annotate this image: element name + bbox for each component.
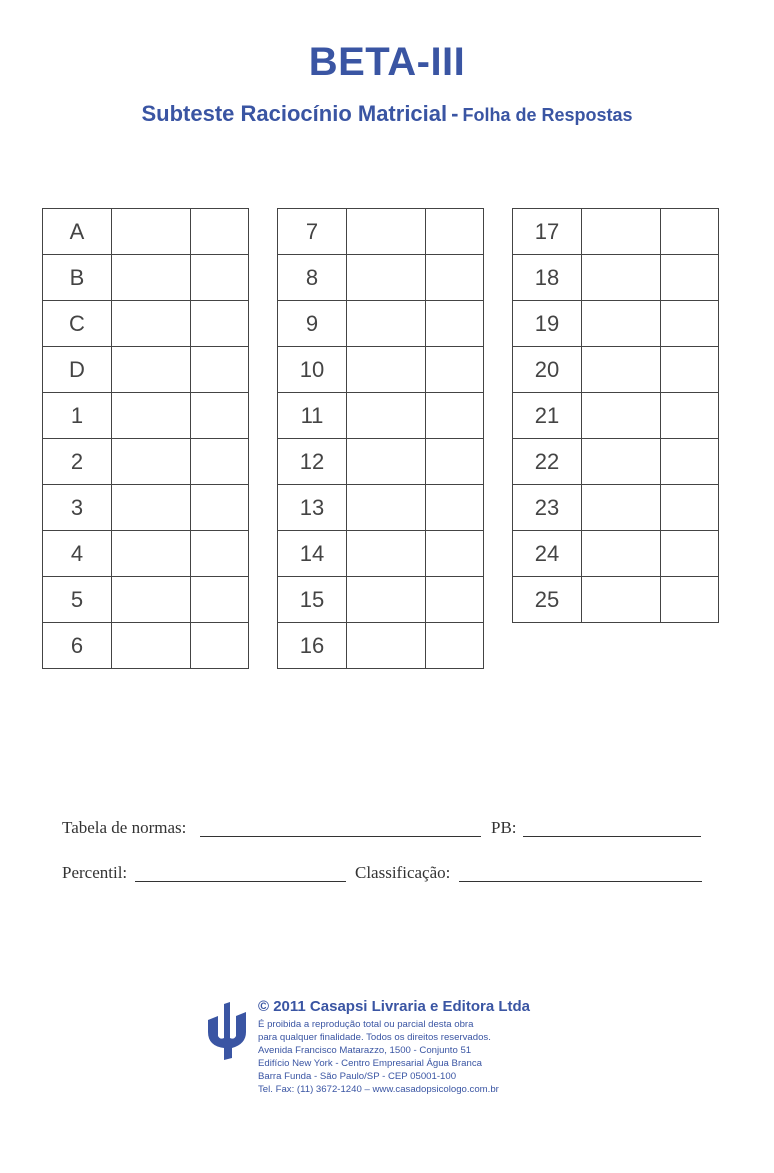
score-cell[interactable] [426,623,484,669]
answer-cell[interactable] [347,209,426,255]
answer-cell[interactable] [112,439,191,485]
pb-label: PB: [491,818,517,837]
item-label: 16 [278,623,347,669]
answer-cell[interactable] [582,531,661,577]
item-label: 14 [278,531,347,577]
answer-cell[interactable] [582,393,661,439]
item-label: 2 [43,439,112,485]
answer-row [513,485,719,531]
answer-cell[interactable] [112,577,191,623]
item-label: 7 [278,209,347,255]
item-label: 8 [278,255,347,301]
score-cell[interactable] [661,347,719,393]
score-cell[interactable] [426,255,484,301]
norm-table-field[interactable] [200,836,481,837]
item-label: D [43,347,112,393]
answer-cell[interactable] [347,301,426,347]
subtitle-main: Subteste Raciocínio Matricial [141,101,448,126]
answer-row [43,485,249,531]
answer-row [513,393,719,439]
item-label: 17 [513,209,582,255]
score-cell[interactable] [426,577,484,623]
answer-grid-column-3 [512,208,719,623]
item-label: 22 [513,439,582,485]
footer-line: Avenida Francisco Matarazzo, 1500 - Conjunto 51 [258,1045,472,1056]
score-cell[interactable] [191,209,249,255]
item-label: 5 [43,577,112,623]
score-cell[interactable] [191,347,249,393]
score-cell[interactable] [661,577,719,623]
answer-row [513,301,719,347]
score-cell[interactable] [661,209,719,255]
footer-line: Edifício New York - Centro Empresarial Água Branca [258,1058,482,1069]
answer-row [278,531,484,577]
answer-row [43,623,249,669]
item-label: 21 [513,393,582,439]
page-subtitle [0,101,774,127]
norm-table-label: Tabela de normas: [62,818,187,837]
item-label: 20 [513,347,582,393]
percentile-field[interactable] [135,881,346,882]
answer-cell[interactable] [347,577,426,623]
answer-row [43,393,249,439]
answer-row [278,623,484,669]
answer-grid-column-1 [42,208,249,669]
publisher-logo-icon [206,1002,248,1060]
item-label: C [43,301,112,347]
score-cell[interactable] [426,439,484,485]
answer-cell[interactable] [112,301,191,347]
answer-row [43,531,249,577]
score-cell[interactable] [191,439,249,485]
answer-row [43,347,249,393]
answer-cell[interactable] [112,485,191,531]
answer-cell[interactable] [347,531,426,577]
page-title: BETA-III [308,40,466,84]
percentile-label: Percentil: [62,863,128,882]
item-label: 10 [278,347,347,393]
answer-cell[interactable] [582,301,661,347]
answer-cell[interactable] [112,255,191,301]
score-cell[interactable] [426,209,484,255]
footer-line: Barra Funda - São Paulo/SP - CEP 05001-100 [258,1071,457,1082]
item-label: 4 [43,531,112,577]
answer-cell[interactable] [112,531,191,577]
item-label: 25 [513,577,582,623]
item-label: 3 [43,485,112,531]
answer-cell[interactable] [347,347,426,393]
answer-row [43,439,249,485]
answer-row [513,209,719,255]
answer-cell[interactable] [582,209,661,255]
score-cell[interactable] [661,255,719,301]
answer-row [278,393,484,439]
answer-row [513,347,719,393]
item-label: 11 [278,393,347,439]
subtitle-separator: - [451,101,459,126]
answer-cell[interactable] [112,347,191,393]
answer-row [513,439,719,485]
answer-row [278,301,484,347]
answer-cell[interactable] [112,623,191,669]
answer-cell[interactable] [582,577,661,623]
item-label: 6 [43,623,112,669]
score-cell[interactable] [426,347,484,393]
score-cell[interactable] [191,577,249,623]
score-cell[interactable] [191,393,249,439]
score-cell[interactable] [426,301,484,347]
item-label: 23 [513,485,582,531]
item-label: 19 [513,301,582,347]
answer-cell[interactable] [347,623,426,669]
answer-cell[interactable] [112,393,191,439]
score-cell[interactable] [191,531,249,577]
answer-row [278,255,484,301]
score-cell[interactable] [191,255,249,301]
answer-cell[interactable] [582,347,661,393]
subtitle-answer-sheet: Folha de Respostas [462,105,633,125]
answer-cell[interactable] [112,209,191,255]
item-label: 18 [513,255,582,301]
score-cell[interactable] [191,301,249,347]
answer-row [278,577,484,623]
item-label: 12 [278,439,347,485]
answer-cell[interactable] [347,255,426,301]
item-label: 9 [278,301,347,347]
answer-cell[interactable] [582,485,661,531]
answer-row [43,301,249,347]
score-cell[interactable] [191,485,249,531]
pb-field[interactable] [523,836,701,837]
footer-line: Tel. Fax: (11) 3672-1240 – www.casadopsicologo.com.br [258,1084,499,1095]
score-cell[interactable] [426,393,484,439]
answer-row [513,531,719,577]
score-cell[interactable] [661,301,719,347]
answer-row [43,577,249,623]
answer-cell[interactable] [347,439,426,485]
answer-row [43,255,249,301]
classification-field[interactable] [459,881,702,882]
score-cell[interactable] [661,531,719,577]
answer-cell[interactable] [347,485,426,531]
copyright-line: © 2011 Casapsi Livraria e Editora Ltda [258,998,531,1015]
answer-row [43,209,249,255]
answer-grid-column-2 [277,208,484,669]
answer-row [278,347,484,393]
answer-row [278,439,484,485]
score-cell[interactable] [426,485,484,531]
classification-label: Classificação: [355,863,451,882]
score-cell[interactable] [661,485,719,531]
footer-line: para qualquer finalidade. Todos os direitos reservados. [258,1032,491,1043]
answer-cell[interactable] [582,255,661,301]
score-cell[interactable] [661,393,719,439]
answer-row [278,485,484,531]
item-label: B [43,255,112,301]
publisher-footer [206,998,626,1108]
score-cell[interactable] [426,531,484,577]
answer-row [513,577,719,623]
item-label: 1 [43,393,112,439]
answer-row [278,209,484,255]
score-cell[interactable] [191,623,249,669]
item-label: 13 [278,485,347,531]
item-label: 24 [513,531,582,577]
footer-line: É proibida a reprodução total ou parcial desta obra [258,1019,474,1030]
item-label: 15 [278,577,347,623]
answer-row [513,255,719,301]
score-cell[interactable] [661,439,719,485]
answer-cell[interactable] [347,393,426,439]
item-label: A [43,209,112,255]
answer-cell[interactable] [582,439,661,485]
